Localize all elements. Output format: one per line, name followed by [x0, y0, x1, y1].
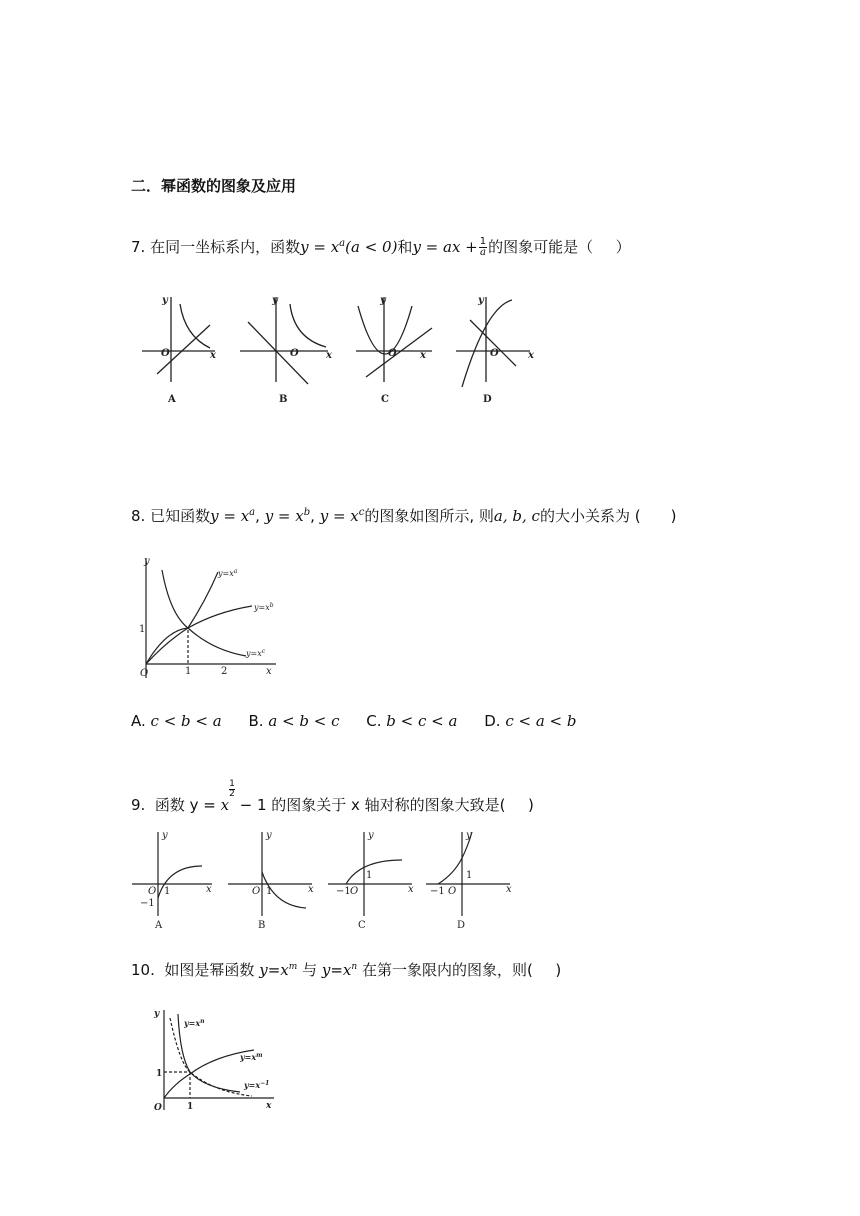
question-number: 8.: [131, 507, 146, 525]
question-10-graph: [144, 1006, 280, 1116]
svg-text:x: x: [326, 350, 332, 361]
svg-text:O: O: [161, 348, 170, 359]
graph-label-b: B: [258, 920, 266, 931]
svg-text:y: y: [144, 556, 150, 567]
option-d[interactable]: D. c < a < b: [484, 712, 577, 730]
svg-text:O: O: [154, 1103, 162, 1113]
svg-text:O: O: [490, 348, 499, 359]
question-number: 10.: [131, 961, 155, 979]
graph-label-c: C: [358, 920, 366, 931]
svg-text:y: y: [154, 1009, 160, 1019]
svg-text:O: O: [350, 886, 359, 897]
graph-label-d: D: [483, 394, 492, 405]
svg-text:O: O: [252, 886, 261, 897]
question-8-graph: [136, 550, 284, 684]
svg-text:−1: −1: [430, 886, 445, 897]
svg-text:1: 1: [164, 886, 171, 897]
option-a[interactable]: A. c < b < a: [131, 712, 222, 730]
svg-text:−1: −1: [140, 898, 155, 909]
svg-text:O: O: [388, 348, 397, 359]
question-8-options: [131, 712, 599, 730]
question-number: 9.: [131, 796, 146, 814]
section-title: 二．幂函数的图象及应用: [131, 177, 297, 195]
svg-text:y: y: [466, 830, 472, 841]
svg-text:x: x: [308, 884, 314, 895]
svg-text:y: y: [380, 295, 386, 306]
svg-text:1: 1: [266, 886, 273, 897]
svg-text:x: x: [266, 666, 272, 677]
svg-text:y: y: [272, 295, 278, 306]
svg-text:O: O: [140, 668, 149, 679]
svg-text:y=xm: $y=x^m$: [240, 1052, 263, 1062]
svg-text:y=x−1: $y=x^{-1}$: [244, 1080, 270, 1090]
option-b[interactable]: B. a < b < c: [248, 712, 340, 730]
svg-text:x: x: [266, 1101, 272, 1111]
question-8-text: 8. 已知函数$y = x^a$, $y = x^b$, $y = x^c$的图象如图所示, 则a, b, c的大小关系为 ( ): [131, 507, 677, 525]
graph-label-b: B: [279, 394, 288, 405]
svg-text:1: 1: [185, 666, 192, 677]
svg-text:x: x: [420, 350, 426, 361]
graph-label-a: A: [168, 394, 176, 405]
graph-label-a: A: [155, 920, 163, 931]
svg-text:y: y: [266, 830, 272, 841]
svg-text:x: x: [206, 884, 212, 895]
svg-text:y=xc: $y=x^c$: [246, 648, 266, 658]
svg-text:x: x: [210, 350, 216, 361]
svg-text:1: 1: [187, 1102, 194, 1112]
svg-text:2: 2: [221, 666, 228, 677]
svg-text:−1: −1: [336, 886, 351, 897]
svg-text:O: O: [448, 886, 457, 897]
svg-text:1: 1: [156, 1069, 163, 1079]
svg-text:y=xa: $y=x^a$: [218, 568, 238, 578]
svg-text:O: O: [290, 348, 299, 359]
question-9-text: 9. 函数 y = x $\frac{1}{2}$ − 1 的图象关于 x 轴对称的图象大致是( ): [131, 779, 534, 814]
svg-text:x: x: [528, 350, 534, 361]
svg-text:x: x: [408, 884, 414, 895]
svg-text:O: O: [148, 886, 157, 897]
svg-text:y: y: [478, 295, 484, 306]
svg-text:1: 1: [139, 624, 146, 635]
svg-text:y: y: [368, 830, 374, 841]
question-7-graphs: [140, 292, 550, 410]
svg-text:y: y: [162, 295, 168, 306]
graph-label-d: D: [457, 920, 466, 931]
fraction: $\frac{1}{a}$: [479, 236, 487, 258]
option-c[interactable]: C. b < c < a: [366, 712, 458, 730]
svg-text:y=xb: $y=x^b$: [254, 602, 274, 612]
question-10-text: 10. 如图是幂函数 $y=x^m$ 与 $y=x^n$ 在第一象限内的图象，则( ): [131, 961, 562, 979]
question-number: 7.: [131, 238, 146, 256]
graph-label-c: C: [381, 394, 389, 405]
svg-text:x: x: [506, 884, 512, 895]
svg-text:y=xn: $y=x^n$: [184, 1018, 205, 1028]
svg-text:1: 1: [466, 870, 473, 881]
svg-text:1: 1: [366, 870, 373, 881]
question-9-graphs: [130, 826, 514, 934]
question-7-text: 7. 在同一坐标系内，函数$y = x^a(a < 0)$和y = ax + $\frac{1}{a}$ 的图象可能是（ ）: [131, 236, 631, 258]
svg-text:y: y: [162, 830, 168, 841]
exponent-fraction: $\frac{1}{2}$: [229, 779, 235, 799]
